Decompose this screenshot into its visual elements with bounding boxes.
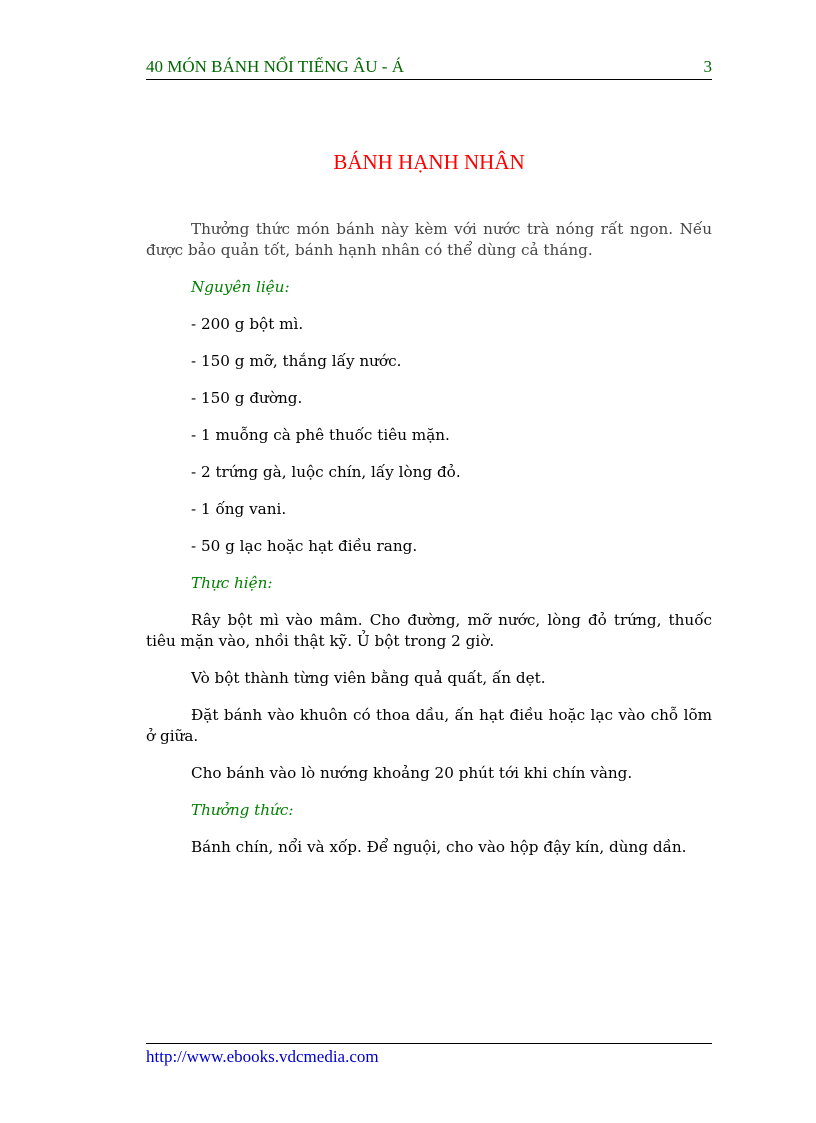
step-paragraph: Cho bánh vào lò nướng khoảng 20 phút tới khi chín vàng. xyxy=(191,764,633,782)
step-paragraph: Rây bột mì vào mâm. Cho đường, mỡ nước, lòng đỏ trứng, thuốc tiêu mặn vào, nhồi thật kỹ. Ủ bột trong 2 giờ. xyxy=(146,611,712,650)
ingredient-item: - 2 trứng gà, luộc chín, lấy lòng đỏ. xyxy=(191,463,461,481)
footer-link[interactable]: http://www.ebooks.vdcmedia.com xyxy=(146,1047,379,1066)
intro-paragraph: Thưởng thức món bánh này kèm với nước trà nóng rất ngon. Nếu được bảo quản tốt, bánh hạnh nhân có thể dùng cả tháng. xyxy=(146,220,712,259)
page-footer xyxy=(146,1043,712,1067)
step-paragraph: Đặt bánh vào khuôn có thoa dầu, ấn hạt điều hoặc lạc vào chỗ lõm ở giữa. xyxy=(146,706,712,745)
ingredient-item: - 50 g lạc hoặc hạt điều rang. xyxy=(191,537,418,555)
serving-paragraph: Bánh chín, nổi và xốp. Để nguội, cho vào hộp đậy kín, dùng dần. xyxy=(191,838,687,856)
ingredient-item: - 200 g bột mì. xyxy=(191,315,304,333)
recipe-title: BÁNH HẠNH NHÂN xyxy=(333,150,525,174)
ingredient-item: - 150 g đường. xyxy=(191,389,303,407)
ingredient-item: - 1 ống vani. xyxy=(191,500,287,518)
page-header xyxy=(146,57,712,80)
ingredient-item: - 150 g mỡ, thắng lấy nước. xyxy=(191,352,402,370)
header-title: 40 MÓN BÁNH NỔI TIẾNG ÂU - Á xyxy=(146,57,404,76)
recipe-body xyxy=(146,219,712,874)
ingredients-heading: Nguyên liệu: xyxy=(191,278,290,296)
steps-heading: Thực hiện: xyxy=(191,574,273,592)
page-number: 3 xyxy=(703,57,712,76)
step-paragraph: Vò bột thành từng viên bằng quả quất, ấn dẹt. xyxy=(191,669,546,687)
ingredient-item: - 1 muỗng cà phê thuốc tiêu mặn. xyxy=(191,426,450,444)
serving-heading: Thưởng thức: xyxy=(191,801,294,819)
